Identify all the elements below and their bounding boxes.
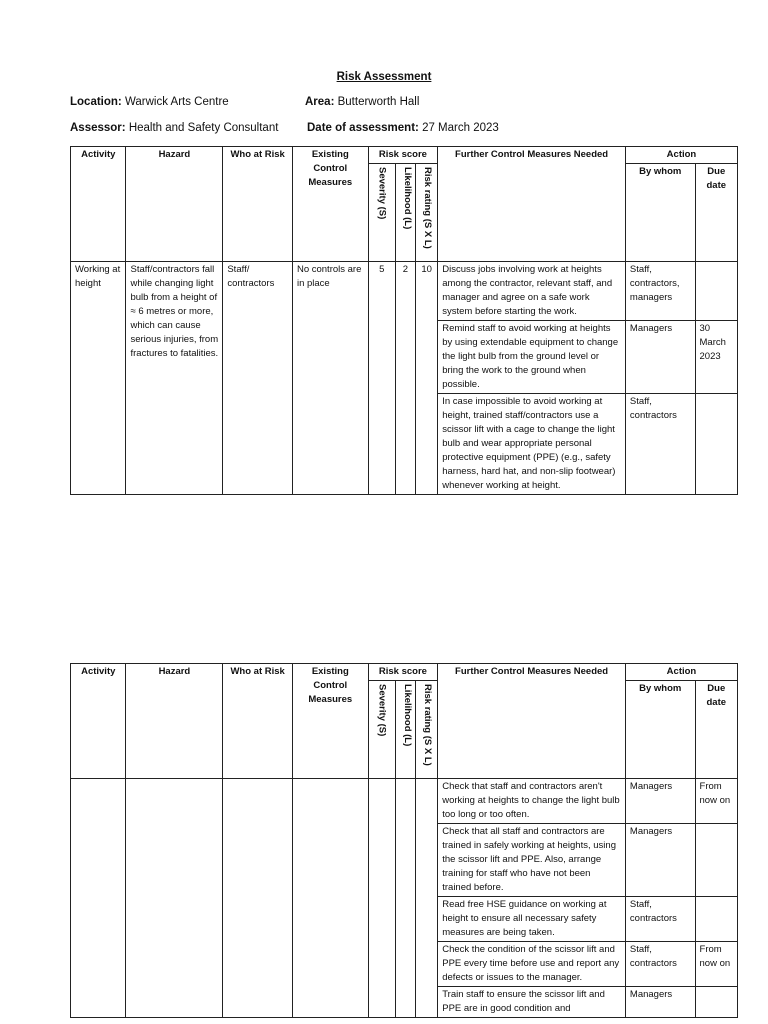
who-at-risk-cell bbox=[223, 779, 293, 1018]
header-activity: Activity bbox=[71, 147, 126, 262]
header-action: Action bbox=[625, 664, 737, 681]
area-value: Butterworth Hall bbox=[337, 96, 420, 108]
header-likelihood: Likelihood (L) bbox=[395, 681, 415, 779]
severity-cell bbox=[368, 779, 395, 1018]
table-row bbox=[71, 262, 738, 321]
likelihood-cell bbox=[395, 779, 415, 1018]
assessor-field bbox=[70, 122, 278, 134]
due-date-cell: 30 March 2023 bbox=[695, 321, 737, 394]
existing-controls-cell bbox=[292, 779, 368, 1018]
risk-table-1 bbox=[70, 146, 738, 495]
location-label: Location: bbox=[70, 96, 122, 108]
by-whom-cell: Managers bbox=[625, 824, 695, 897]
by-whom-cell: Staff, contractors bbox=[625, 394, 695, 495]
who-at-risk-cell: Staff/ contractors bbox=[223, 262, 293, 495]
assessor-value: Health and Safety Consultant bbox=[128, 122, 279, 134]
header-hazard: Hazard bbox=[126, 147, 223, 262]
by-whom-cell: Managers bbox=[625, 779, 695, 824]
header-further-controls: Further Control Measures Needed bbox=[438, 664, 626, 779]
activity-cell: Working at height bbox=[71, 262, 126, 495]
area-label: Area: bbox=[305, 96, 335, 108]
measure-cell: In case impossible to avoid working at height, trained staff/contractors use a scissor lift with a cage to change the light bulb and wear appropriate personal protective equipment (PPE) (e.g., safety harness, hard hat, and non-slip footwear) whenever working at height. bbox=[438, 394, 626, 495]
due-date-cell bbox=[695, 824, 737, 897]
measure-cell: Check that all staff and contractors are trained in safely working at heights, using the scissor lift and PPE. Also, arrange training for staff who have not been trained before. bbox=[438, 824, 626, 897]
measure-cell: Train staff to ensure the scissor lift and PPE are in good condition and bbox=[438, 987, 626, 1018]
hazard-cell: Staff/contractors fall while changing light bulb from a height of ≈ 6 metres or more, which can cause serious injuries, from fractures to fatalities. bbox=[126, 262, 223, 495]
header-existing-controls: Existing Control Measures bbox=[292, 664, 368, 779]
likelihood-cell: 2 bbox=[395, 262, 415, 495]
location-field bbox=[70, 96, 229, 108]
header-activity: Activity bbox=[71, 664, 126, 779]
header-who-at-risk: Who at Risk bbox=[223, 664, 293, 779]
measure-cell: Remind staff to avoid working at heights by using extendable equipment to change the light bulb from the ground level or bring the work to the ground when possible. bbox=[438, 321, 626, 394]
existing-controls-cell: No controls are in place bbox=[292, 262, 368, 495]
due-date-cell bbox=[695, 394, 737, 495]
risk-rating-cell: 10 bbox=[416, 262, 438, 495]
measure-cell: Check that staff and contractors aren't working at heights to change the light bulb too long or too often. bbox=[438, 779, 626, 824]
due-date-cell bbox=[695, 897, 737, 942]
due-date-cell: From now on bbox=[695, 942, 737, 987]
header-risk-rating: Risk rating (S X L) bbox=[416, 164, 438, 262]
header-likelihood: Likelihood (L) bbox=[395, 164, 415, 262]
by-whom-cell: Managers bbox=[625, 987, 695, 1018]
header-risk-score: Risk score bbox=[368, 147, 438, 164]
header-by-whom: By whom bbox=[625, 681, 695, 779]
date-field bbox=[307, 122, 499, 134]
by-whom-cell: Staff, contractors bbox=[625, 942, 695, 987]
header-further-controls: Further Control Measures Needed bbox=[438, 147, 626, 262]
due-date-cell bbox=[695, 987, 737, 1018]
header-risk-rating: Risk rating (S X L) bbox=[416, 681, 438, 779]
table-row bbox=[71, 779, 738, 824]
area-field bbox=[305, 96, 419, 108]
header-existing-controls: Existing Control Measures bbox=[292, 147, 368, 262]
header-severity: Severity (S) bbox=[368, 164, 395, 262]
header-due-date: Due date bbox=[695, 164, 737, 262]
measure-cell: Check the condition of the scissor lift and PPE every time before use and report any defects or issues to the manager. bbox=[438, 942, 626, 987]
date-label: Date of assessment: bbox=[307, 122, 419, 134]
measure-cell: Discuss jobs involving work at heights among the contractor, relevant staff, and manager and agree on a safe work system before starting the work. bbox=[438, 262, 626, 321]
risk-table-2 bbox=[70, 663, 738, 1018]
header-action: Action bbox=[625, 147, 737, 164]
header-due-date: Due date bbox=[695, 681, 737, 779]
header-hazard: Hazard bbox=[126, 664, 223, 779]
header-by-whom: By whom bbox=[625, 164, 695, 262]
measure-cell: Read free HSE guidance on working at height to ensure all necessary safety measures are being taken. bbox=[438, 897, 626, 942]
hazard-cell bbox=[126, 779, 223, 1018]
assessor-label: Assessor: bbox=[70, 122, 126, 134]
due-date-cell: From now on bbox=[695, 779, 737, 824]
header-risk-score: Risk score bbox=[368, 664, 438, 681]
by-whom-cell: Staff, contractors, managers bbox=[625, 262, 695, 321]
by-whom-cell: Staff, contractors bbox=[625, 897, 695, 942]
risk-rating-cell bbox=[416, 779, 438, 1018]
header-who-at-risk: Who at Risk bbox=[223, 147, 293, 262]
date-value: 27 March 2023 bbox=[422, 122, 499, 134]
due-date-cell bbox=[695, 262, 737, 321]
header-severity: Severity (S) bbox=[368, 681, 395, 779]
by-whom-cell: Managers bbox=[625, 321, 695, 394]
location-value: Warwick Arts Centre bbox=[124, 96, 229, 108]
severity-cell: 5 bbox=[368, 262, 395, 495]
activity-cell bbox=[71, 779, 126, 1018]
page-title: Risk Assessment bbox=[336, 71, 432, 83]
